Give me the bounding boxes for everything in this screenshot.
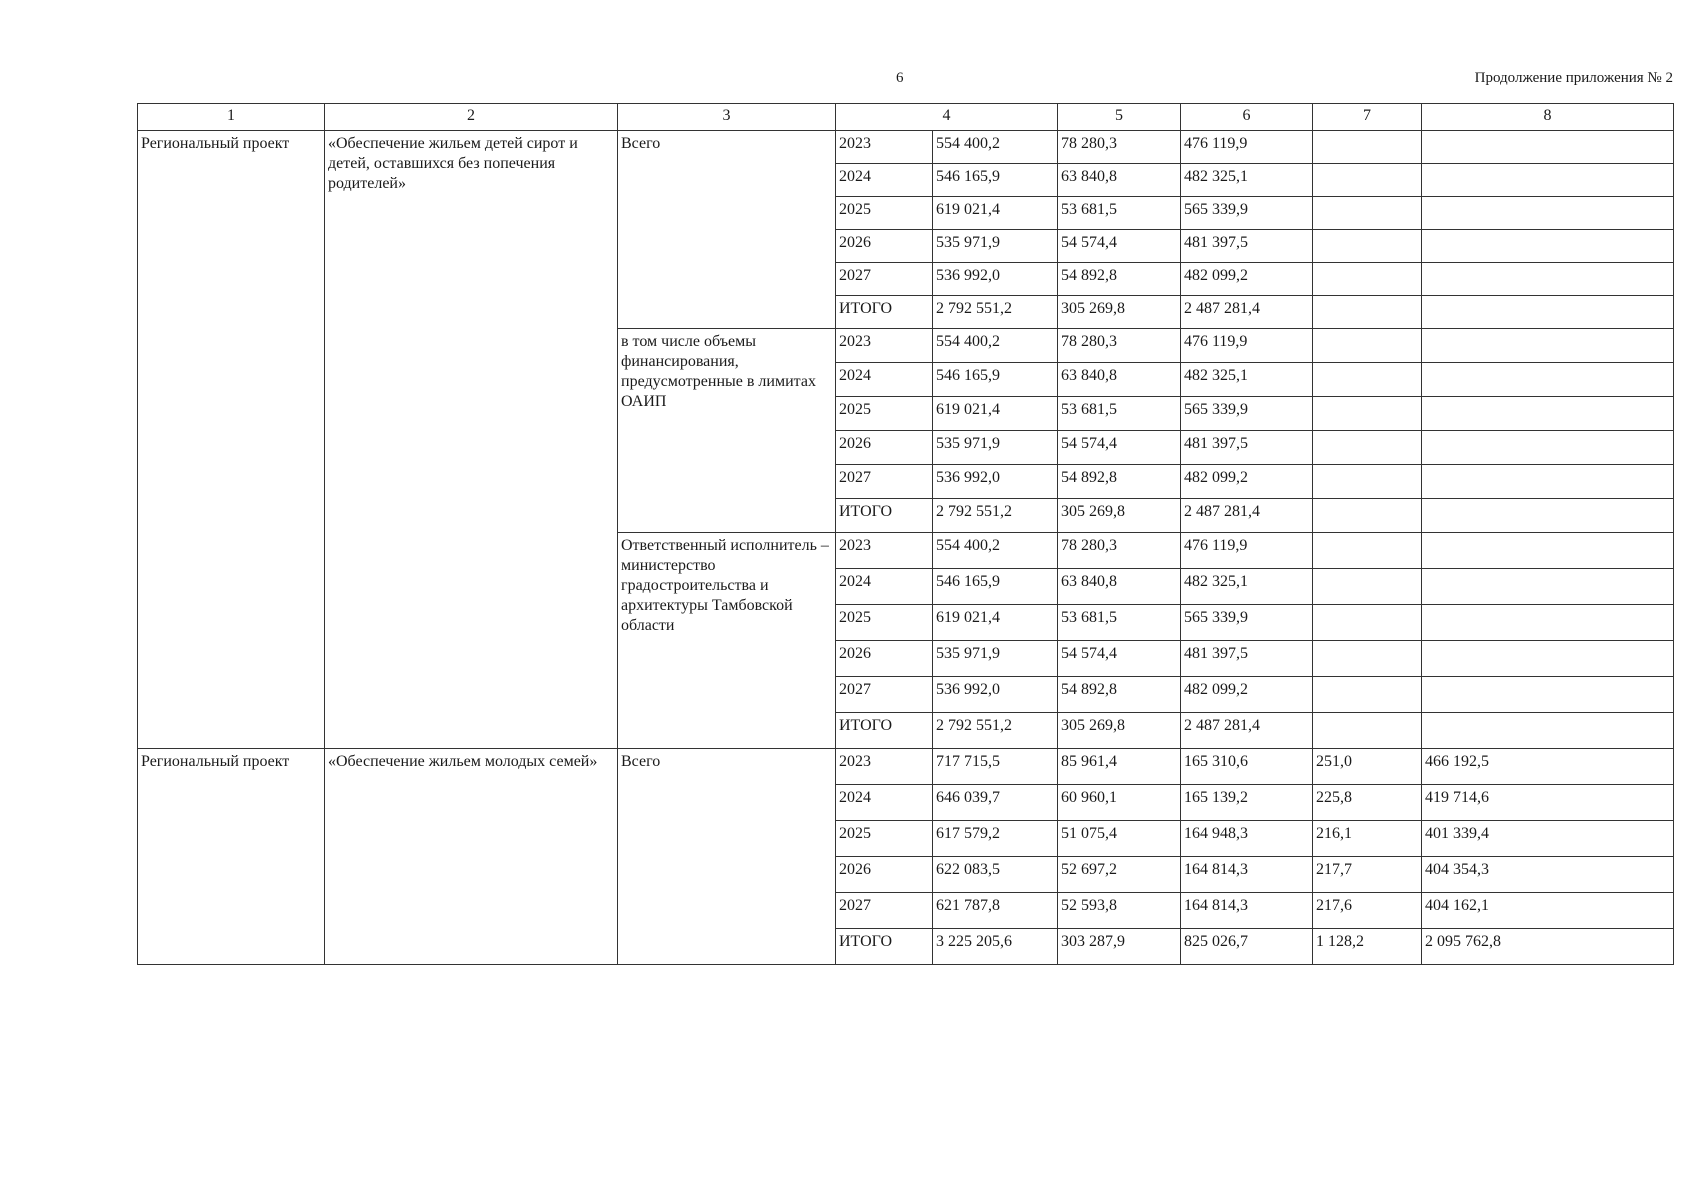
total-cell: 621 787,8 <box>933 893 1058 929</box>
year-cell: 2024 <box>836 363 933 397</box>
local-cell <box>1313 641 1422 677</box>
other-cell <box>1422 263 1674 296</box>
year-cell: 2023 <box>836 749 933 785</box>
year-cell: ИТОГО <box>836 499 933 533</box>
federal-cell: 52 697,2 <box>1058 857 1181 893</box>
federal-cell: 54 574,4 <box>1058 431 1181 465</box>
local-cell: 251,0 <box>1313 749 1422 785</box>
local-cell <box>1313 397 1422 431</box>
other-cell <box>1422 397 1674 431</box>
total-cell: 536 992,0 <box>933 465 1058 499</box>
other-cell <box>1422 230 1674 263</box>
federal-cell: 54 892,8 <box>1058 677 1181 713</box>
regional-cell: 476 119,9 <box>1181 131 1313 164</box>
federal-cell: 51 075,4 <box>1058 821 1181 857</box>
federal-cell: 85 961,4 <box>1058 749 1181 785</box>
year-cell: 2025 <box>836 397 933 431</box>
regional-cell: 481 397,5 <box>1181 431 1313 465</box>
year-cell: 2024 <box>836 569 933 605</box>
total-cell: 646 039,7 <box>933 785 1058 821</box>
year-cell: 2025 <box>836 605 933 641</box>
total-cell: 546 165,9 <box>933 164 1058 197</box>
local-cell <box>1313 677 1422 713</box>
header-cell-3: 3 <box>618 104 836 131</box>
header-cell-8: 8 <box>1422 104 1674 131</box>
local-cell <box>1313 465 1422 499</box>
total-cell: 554 400,2 <box>933 533 1058 569</box>
regional-cell: 482 325,1 <box>1181 164 1313 197</box>
federal-cell: 78 280,3 <box>1058 329 1181 363</box>
total-cell: 619 021,4 <box>933 397 1058 431</box>
total-cell: 546 165,9 <box>933 569 1058 605</box>
local-cell <box>1313 431 1422 465</box>
regional-cell: 165 139,2 <box>1181 785 1313 821</box>
regional-cell: 165 310,6 <box>1181 749 1313 785</box>
local-cell: 217,6 <box>1313 893 1422 929</box>
financing-table <box>137 103 1674 965</box>
funding-group-cell: Всего <box>618 749 836 965</box>
year-cell: 2026 <box>836 431 933 465</box>
other-cell <box>1422 197 1674 230</box>
local-cell <box>1313 197 1422 230</box>
other-cell <box>1422 569 1674 605</box>
other-cell <box>1422 363 1674 397</box>
federal-cell: 78 280,3 <box>1058 131 1181 164</box>
regional-cell: 164 948,3 <box>1181 821 1313 857</box>
other-cell <box>1422 465 1674 499</box>
header-row <box>138 104 1674 131</box>
year-cell: 2023 <box>836 533 933 569</box>
table-body <box>138 104 1674 965</box>
total-cell: 554 400,2 <box>933 329 1058 363</box>
local-cell <box>1313 296 1422 329</box>
project-name-cell: «Обеспечение жильем молодых семей» <box>325 749 618 965</box>
regional-cell: 164 814,3 <box>1181 893 1313 929</box>
federal-cell: 53 681,5 <box>1058 605 1181 641</box>
local-cell <box>1313 131 1422 164</box>
federal-cell: 54 892,8 <box>1058 263 1181 296</box>
regional-cell: 2 487 281,4 <box>1181 499 1313 533</box>
project-type-cell: Региональный проект <box>138 749 325 965</box>
year-cell: 2023 <box>836 131 933 164</box>
year-cell: 2023 <box>836 329 933 363</box>
year-cell: 2024 <box>836 164 933 197</box>
total-cell: 536 992,0 <box>933 677 1058 713</box>
federal-cell: 63 840,8 <box>1058 363 1181 397</box>
federal-cell: 303 287,9 <box>1058 929 1181 965</box>
federal-cell: 63 840,8 <box>1058 164 1181 197</box>
other-cell <box>1422 431 1674 465</box>
header-cell-4: 4 <box>836 104 1058 131</box>
total-cell: 622 083,5 <box>933 857 1058 893</box>
other-cell <box>1422 533 1674 569</box>
page-number: 6 <box>896 70 904 86</box>
year-cell: 2026 <box>836 641 933 677</box>
other-cell: 404 162,1 <box>1422 893 1674 929</box>
other-cell <box>1422 677 1674 713</box>
local-cell <box>1313 499 1422 533</box>
other-cell <box>1422 131 1674 164</box>
year-cell: ИТОГО <box>836 296 933 329</box>
other-cell <box>1422 713 1674 749</box>
regional-cell: 482 325,1 <box>1181 569 1313 605</box>
regional-cell: 825 026,7 <box>1181 929 1313 965</box>
local-cell: 217,7 <box>1313 857 1422 893</box>
local-cell: 1 128,2 <box>1313 929 1422 965</box>
regional-cell: 565 339,9 <box>1181 397 1313 431</box>
project-name-cell: «Обеспечение жильем детей сирот и детей, оставшихся без попечения родителей» <box>325 131 618 749</box>
regional-cell: 164 814,3 <box>1181 857 1313 893</box>
federal-cell: 54 574,4 <box>1058 230 1181 263</box>
year-cell: 2026 <box>836 857 933 893</box>
federal-cell: 78 280,3 <box>1058 533 1181 569</box>
other-cell: 404 354,3 <box>1422 857 1674 893</box>
regional-cell: 476 119,9 <box>1181 533 1313 569</box>
total-cell: 617 579,2 <box>933 821 1058 857</box>
year-cell: 2024 <box>836 785 933 821</box>
federal-cell: 53 681,5 <box>1058 397 1181 431</box>
federal-cell: 305 269,8 <box>1058 296 1181 329</box>
other-cell <box>1422 329 1674 363</box>
regional-cell: 482 099,2 <box>1181 263 1313 296</box>
regional-cell: 2 487 281,4 <box>1181 713 1313 749</box>
other-cell <box>1422 641 1674 677</box>
funding-group-cell: в том числе объемы финансирования, предусмотренные в лимитах ОАИП <box>618 329 836 533</box>
federal-cell: 52 593,8 <box>1058 893 1181 929</box>
total-cell: 619 021,4 <box>933 605 1058 641</box>
total-cell: 554 400,2 <box>933 131 1058 164</box>
year-cell: 2027 <box>836 465 933 499</box>
year-cell: ИТОГО <box>836 713 933 749</box>
total-cell: 546 165,9 <box>933 363 1058 397</box>
total-cell: 717 715,5 <box>933 749 1058 785</box>
regional-cell: 2 487 281,4 <box>1181 296 1313 329</box>
regional-cell: 481 397,5 <box>1181 230 1313 263</box>
federal-cell: 305 269,8 <box>1058 499 1181 533</box>
appendix-continuation-note: Продолжение приложения № 2 <box>1474 70 1673 86</box>
local-cell: 216,1 <box>1313 821 1422 857</box>
other-cell: 466 192,5 <box>1422 749 1674 785</box>
local-cell <box>1313 363 1422 397</box>
total-cell: 535 971,9 <box>933 431 1058 465</box>
total-cell: 2 792 551,2 <box>933 499 1058 533</box>
other-cell <box>1422 499 1674 533</box>
federal-cell: 63 840,8 <box>1058 569 1181 605</box>
total-cell: 619 021,4 <box>933 197 1058 230</box>
total-cell: 535 971,9 <box>933 230 1058 263</box>
local-cell <box>1313 329 1422 363</box>
year-cell: 2026 <box>836 230 933 263</box>
year-cell: 2027 <box>836 677 933 713</box>
header-cell-1: 1 <box>138 104 325 131</box>
year-cell: 2027 <box>836 263 933 296</box>
local-cell <box>1313 605 1422 641</box>
other-cell <box>1422 296 1674 329</box>
other-cell <box>1422 605 1674 641</box>
year-cell: 2027 <box>836 893 933 929</box>
regional-cell: 482 325,1 <box>1181 363 1313 397</box>
header-cell-6: 6 <box>1181 104 1313 131</box>
header-cell-2: 2 <box>325 104 618 131</box>
total-cell: 2 792 551,2 <box>933 713 1058 749</box>
federal-cell: 54 892,8 <box>1058 465 1181 499</box>
local-cell <box>1313 263 1422 296</box>
year-cell: 2025 <box>836 197 933 230</box>
total-cell: 3 225 205,6 <box>933 929 1058 965</box>
local-cell <box>1313 230 1422 263</box>
funding-group-cell: Ответственный исполнитель – министерство градостроительства и архитектуры Тамбовской области <box>618 533 836 749</box>
regional-cell: 482 099,2 <box>1181 677 1313 713</box>
header-cell-5: 5 <box>1058 104 1181 131</box>
total-cell: 2 792 551,2 <box>933 296 1058 329</box>
year-cell: 2025 <box>836 821 933 857</box>
year-cell: ИТОГО <box>836 929 933 965</box>
local-cell: 225,8 <box>1313 785 1422 821</box>
project-type-cell: Региональный проект <box>138 131 325 749</box>
local-cell <box>1313 164 1422 197</box>
federal-cell: 54 574,4 <box>1058 641 1181 677</box>
header-cell-7: 7 <box>1313 104 1422 131</box>
federal-cell: 60 960,1 <box>1058 785 1181 821</box>
local-cell <box>1313 533 1422 569</box>
local-cell <box>1313 713 1422 749</box>
other-cell: 419 714,6 <box>1422 785 1674 821</box>
table-row <box>138 131 1674 164</box>
regional-cell: 482 099,2 <box>1181 465 1313 499</box>
regional-cell: 476 119,9 <box>1181 329 1313 363</box>
local-cell <box>1313 569 1422 605</box>
regional-cell: 481 397,5 <box>1181 641 1313 677</box>
table-row <box>138 749 1674 785</box>
funding-group-cell: Всего <box>618 131 836 329</box>
regional-cell: 565 339,9 <box>1181 197 1313 230</box>
other-cell: 2 095 762,8 <box>1422 929 1674 965</box>
federal-cell: 305 269,8 <box>1058 713 1181 749</box>
other-cell: 401 339,4 <box>1422 821 1674 857</box>
total-cell: 536 992,0 <box>933 263 1058 296</box>
federal-cell: 53 681,5 <box>1058 197 1181 230</box>
other-cell <box>1422 164 1674 197</box>
total-cell: 535 971,9 <box>933 641 1058 677</box>
regional-cell: 565 339,9 <box>1181 605 1313 641</box>
